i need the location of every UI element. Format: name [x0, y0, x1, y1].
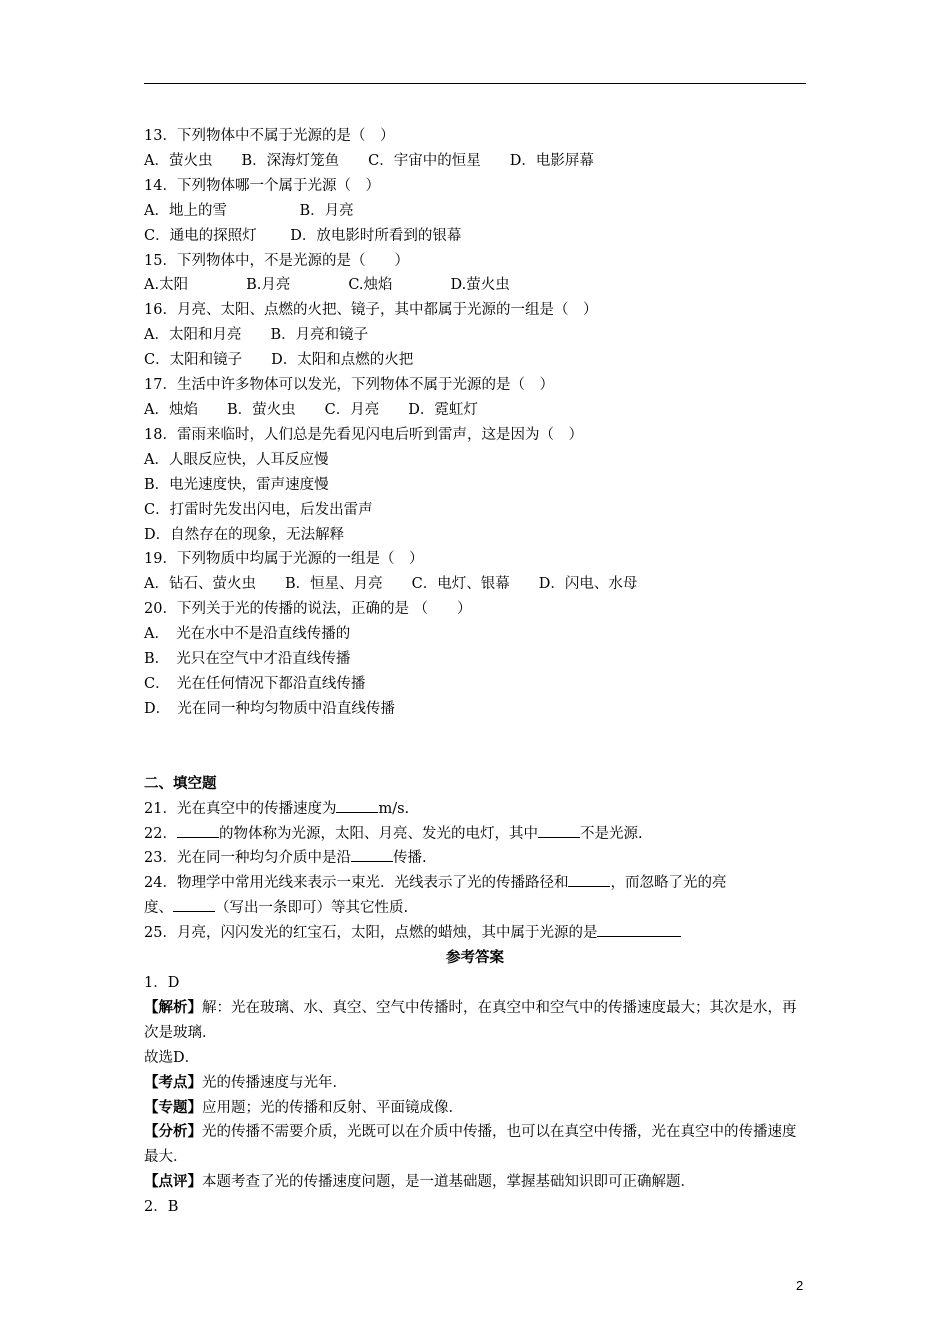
section-gap [144, 722, 806, 772]
kaodian-text: 光的传播速度与光年． [202, 1074, 347, 1091]
q22-blank-2[interactable] [538, 822, 580, 838]
jiexi-text: 解：光在玻璃、水、真空、空气中传播时，在真空中和空气中的传播速度最大；其次是水，再次是玻璃． [144, 999, 797, 1041]
question-stem: 18．雷雨来临时，人们总是先看见闪电后听到雷声，这是因为（ ） [144, 426, 583, 443]
q23-text-a: 23．光在同一种均匀介质中是沿 [144, 850, 351, 867]
question-25 [144, 921, 806, 946]
q23-text-b: 传播. [392, 850, 427, 867]
page-number: 2 [796, 1278, 804, 1293]
q22-blank-1[interactable] [177, 822, 219, 838]
section-title: 二、填空题 [144, 775, 217, 792]
q22-text-c: 不是光源. [579, 825, 643, 842]
question-options: A．人眼反应快，人耳反应慢 [144, 451, 329, 468]
q24-text-d: （写出一条即可）等其它性质. [215, 900, 409, 917]
dianping-text: 本题考查了光的传播速度问题，是一道基础题，掌握基础知识即可正确解题． [202, 1174, 695, 1191]
question-options: C．打雷时先发出闪电，后发出雷声 [144, 501, 373, 518]
fenxi-text: 光的传播不需要介质，光既可以在介质中传播，也可以在真空中传播，光在真空中的传播速度最大． [144, 1124, 797, 1166]
answer-1-fenxi [144, 1120, 806, 1170]
q25-blank[interactable] [597, 921, 681, 937]
question-21 [144, 797, 806, 822]
question-options: A．地上的雪 B．月亮 [144, 202, 354, 219]
question-stem: 15．下列物体中，不是光源的是（ ） [144, 252, 409, 269]
question-stem: 16．月亮、太阳、点燃的火把、镜子，其中都属于光源的一组是（ ） [144, 302, 598, 319]
question-stem: 14．下列物体哪一个属于光源（ ） [144, 177, 380, 194]
question-stem: 17．生活中许多物体可以发光，下列物体不属于光源的是（ ） [144, 377, 554, 394]
question-options: A．烛焰 B．萤火虫 C．月亮 D．霓虹灯 [144, 401, 478, 418]
question-options: C．太阳和镜子 D．太阳和点燃的火把 [144, 352, 414, 369]
zhuanti-tag: 【专题】 [144, 1099, 202, 1116]
q24-blank-2[interactable] [173, 896, 215, 912]
kaodian-tag: 【考点】 [144, 1074, 202, 1091]
q23-blank[interactable] [351, 846, 393, 862]
q21-blank[interactable] [336, 797, 378, 813]
question-stem: 19．下列物质中均属于光源的一组是（ ） [144, 551, 424, 568]
jiexi-tag: 【解析】 [144, 999, 202, 1016]
answer-1-zhuanti [144, 1096, 806, 1121]
question-options: D．自然存在的现象，无法解释 [144, 526, 345, 543]
answer-1-jiexi [144, 996, 806, 1046]
answer-1-dianping [144, 1170, 806, 1195]
question-options: C． 光在任何情况下都沿直线传播 [144, 675, 366, 692]
q24-text-b: ，而忽略了光的亮 [610, 875, 727, 892]
question-options: A．萤火虫 B．深海灯笼鱼 C．宇宙中的恒星 D．电影屏幕 [144, 152, 594, 169]
dianping-tag: 【点评】 [144, 1174, 202, 1191]
q21-text-b: m/s. [378, 800, 410, 817]
q22-text-a: 22． [144, 825, 177, 842]
question-options: B． 光只在空气中才沿直线传播 [144, 651, 351, 668]
question-list [144, 124, 806, 722]
question-options: A．钻石、萤火虫 B．恒星、月亮 C．电灯、银幕 D．闪电、水母 [144, 576, 638, 593]
question-22 [144, 822, 806, 847]
question-options: B．电光速度快，雷声速度慢 [144, 476, 329, 493]
header-rule [144, 83, 806, 84]
q22-text-b: 的物体称为光源，太阳、月亮、发光的电灯，其中 [218, 825, 538, 842]
question-options: D． 光在同一种均匀物质中沿直线传播 [144, 700, 395, 717]
question-options: A．太阳和月亮 B．月亮和镜子 [144, 327, 369, 344]
q25-text-a: 25．月亮，闪闪发光的红宝石，太阳，点燃的蜡烛，其中属于光源的是 [144, 925, 598, 942]
q21-text-a: 21．光在真空中的传播速度为 [144, 800, 337, 817]
question-23 [144, 846, 806, 871]
question-options: A.太阳 B.月亮 C.烛焰 D.萤火虫 [144, 277, 510, 294]
fenxi-tag: 【分析】 [144, 1124, 202, 1141]
question-stem: 13．下列物体中不属于光源的是（ ） [144, 128, 395, 144]
zhuanti-text: 应用题；光的传播和反射、平面镜成像． [202, 1099, 463, 1116]
question-stem: 20．下列关于光的传播的说法，正确的是 （ ） [144, 601, 472, 618]
answer-1-choice: 故选D． [144, 1049, 200, 1066]
question-options: A． 光在水中不是沿直线传播的 [144, 626, 351, 643]
q24-text-c: 度、 [144, 900, 173, 917]
question-24-line1 [144, 871, 806, 896]
document-body [144, 124, 806, 1220]
question-options: C．通电的探照灯 D．放电影时所看到的银幕 [144, 227, 462, 244]
q24-text-a: 24．物理学中常用光线来表示一束光．光线表示了光的传播路径和 [144, 875, 569, 892]
answer-1-kaodian [144, 1071, 806, 1096]
q24-blank-1[interactable] [568, 871, 610, 887]
answers-title: 参考答案 [446, 950, 504, 967]
answer-2: 2．B [144, 1199, 179, 1216]
answer-1: 1．D [144, 975, 180, 991]
question-24-line2 [144, 896, 806, 921]
